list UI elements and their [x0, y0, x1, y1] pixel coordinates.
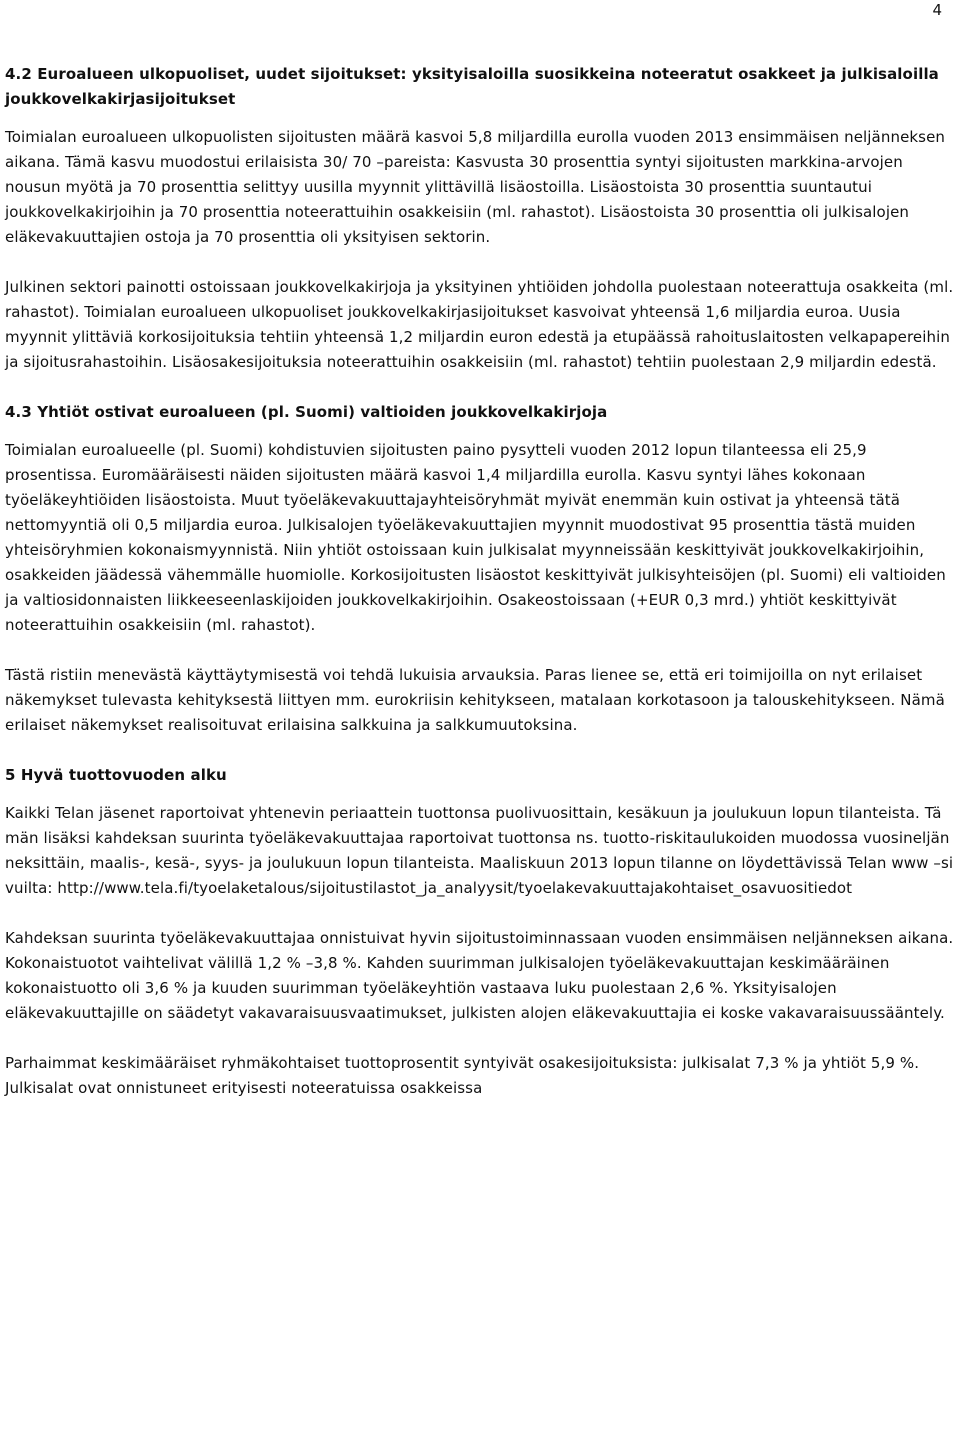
paragraph: Julkinen sektori painotti ostoissaan joukkovelkakirjoja ja yksityinen yhtiöiden johdolla puolestaan noteerattuja osakkeita (ml. rahastot). Toimialan euroalueen ulkopuoliset joukkovelkakirjasijoitukset kasvoivat yhteensä 1,6 miljardia euroa. Uusia myynnit ylittäviä korkosijoituksia tehtiin yhteensä 1,2 miljardin euron edestä ja etupäässä rahoituslaitosten velkapapereihin ja sijoitusrahastoihin. Lisäosakesijoituksia noteerattuihin osakkeisiin (ml. rahastot) tehtiin puolestaan 2,9 miljardin edestä. [5, 278, 954, 371]
paragraph: Kaikki Telan jäsenet raportoivat yhtenevin periaattein tuottonsa puolivuosittain, kesäkuun ja joulukuun lopun tilanteista. Tämän lisäksi kahdeksan suurinta työeläkevakuuttajaa raportoivat tuottonsa ns. tuotto-riskitaulukoiden muodossa vuosineljänneksittäin, maalis-, kesä-, syys- ja joulukuun lopun tilanteista. Maaliskuun 2013 lopun tilanne on löydettävissä Telan www –sivuilta: http://www.tela.fi/tyoelaketalous/sijoitustilastot_ja_analyysit/tyoelakevakuuttajakohtaiset_osavuositiedot [5, 804, 954, 897]
paragraph: Kahdeksan suurinta työeläkevakuuttajaa onnistuivat hyvin sijoitustoiminnassaan vuoden ensimmäisen neljänneksen aikana. Kokonaistuotot vaihtelivat välillä 1,2 % –3,8 %. Kahden suurimman julkisalojen työeläkevakuuttajan keskimääräinen kokonaistuotto oli 3,6 % ja kuuden suurimman työeläkeyhtiön vastaava luku puolestaan 2,6 %. Yksityisalojen eläkevakuuttajille on säädetyt vakavaraisuusvaatimukset, julkisten alojen eläkevakuuttajia ei koske vakavaraisuussääntely. [5, 929, 954, 1022]
paragraph: Parhaimmat keskimääräiset ryhmäkohtaiset tuottoprosentit syntyivät osakesijoituksista: julkisalat 7,3 % ja yhtiöt 5,9 %. Julkisalat ovat onnistuneet erityisesti noteeratuissa osakkeissa [5, 1054, 920, 1097]
paragraph: Toimialan euroalueen ulkopuolisten sijoitusten määrä kasvoi 5,8 miljardilla eurolla vuoden 2013 ensimmäisen neljänneksen aikana. Tämä kasvu muodostui erilaisista 30/ 70 –pareista: Kasvusta 30 prosenttia syntyi sijoitusten markkina-arvojen nousun myötä ja 70 prosenttia selittyy uusilla myynnit ylittävillä lisäostoilla. Lisäostoista 30 prosenttia suuntautui joukkovelkakirjoihin ja 70 prosenttia noteerattuihin osakkeisiin (ml. rahastot). Lisäostoista 30 prosenttia oli julkisalojen eläkevakuuttajien ostoja ja 70 prosenttia oli yksityisen sektorin. [5, 128, 946, 246]
section-heading-4-2: 4.2 Euroalueen ulkopuoliset, uudet sijoitukset: yksityisaloilla suosikkeina noteeratut osakkeet ja julkisaloilla joukkovelkakirjasijoitukset [5, 65, 939, 108]
document-body [5, 62, 955, 1101]
section-heading-4-3: 4.3 Yhtiöt ostivat euroalueen (pl. Suomi) valtioiden joukkovelkakirjoja [5, 403, 608, 421]
paragraph: Toimialan euroalueelle (pl. Suomi) kohdistuvien sijoitusten paino pysytteli vuoden 2012 lopun tilanteessa eli 25,9 prosentissa. Euromääräisesti näiden sijoitusten määrä kasvoi 1,4 miljardilla eurolla. Kasvu syntyi lähes kokonaan työeläkeyhtiöiden lisäostoista. Muut työeläkevakuuttajayhteisöryhmät myivät enemmän kuin ostivat ja yhteensä tätä nettomyyntiä oli 0,5 miljardia euroa. Julkisalojen työeläkevakuuttajien myynnit muodostivat 95 prosenttia tästä muiden yhteisöryhmien kokonaismyynnistä. Niin yhtiöt ostoissaan kuin julkisalat myynneissään keskittyivät joukkovelkakirjoihin, osakkeiden jäädessä vähemmälle huomiolle. Korkosijoitusten lisäostot keskittyivät julkisyhteisöjen (pl. Suomi) eli valtioiden ja valtiosidonnaisten liikkeeseenlaskijoiden joukkovelkakirjoihin. Osakeostoissaan (+EUR 0,3 mrd.) yhtiöt keskittyivät noteerattuihin osakkeisiin (ml. rahastot). [5, 441, 946, 634]
section-heading-5: 5 Hyvä tuottovuoden alku [5, 766, 227, 784]
page-number: 4 [932, 1, 942, 19]
paragraph: Tästä ristiin menevästä käyttäytymisestä voi tehdä lukuisia arvauksia. Paras lienee se, että eri toimijoilla on nyt erilaiset näkemykset tulevasta kehityksestä liittyen mm. eurokriisin kehitykseen, matalaan korkotasoon ja talouskehitykseen. Nämä erilaiset näkemykset realisoituvat erilaisina salkkuina ja salkkumuutoksina. [5, 666, 945, 734]
